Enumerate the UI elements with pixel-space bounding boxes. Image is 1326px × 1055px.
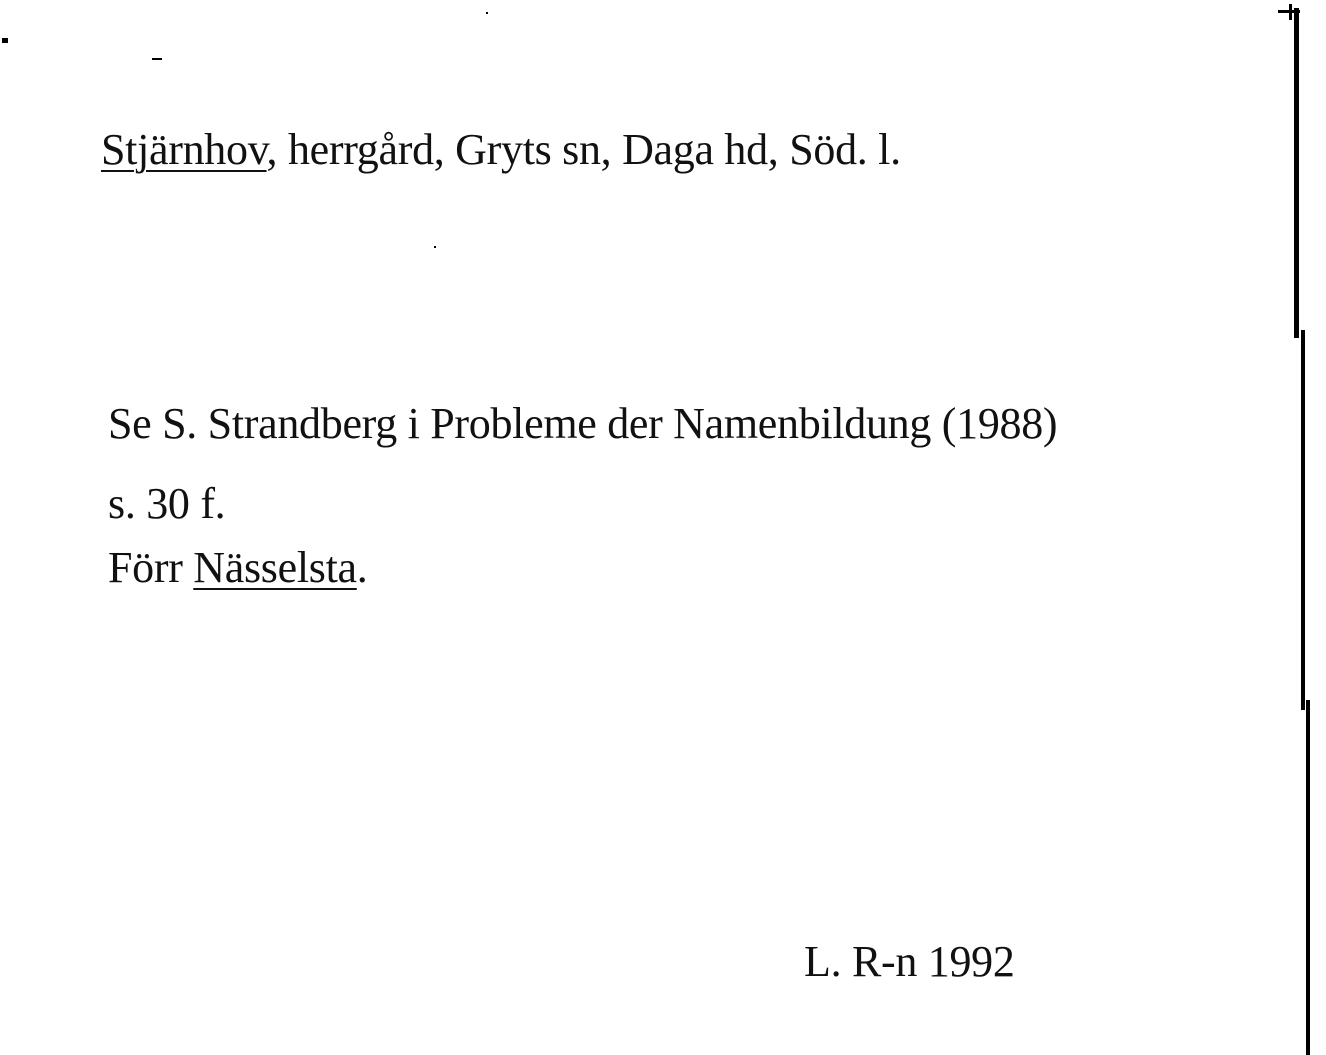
card-heading: [101, 125, 901, 174]
scan-speck: [152, 58, 162, 60]
reference-line-1: Se S. Strandberg i Probleme der Namenbildung (1988): [108, 399, 1058, 448]
reference-line-2: s. 30 f.: [108, 479, 226, 528]
scan-speck: [2, 38, 8, 43]
scan-corner-mark: [1289, 4, 1292, 20]
former-name: Nässelsta: [193, 543, 357, 592]
place-name: Stjärnhov: [101, 125, 267, 174]
former-name-prefix: Förr: [108, 543, 194, 592]
signature: L. R-n 1992: [804, 937, 1015, 986]
scan-edge-line: [1294, 8, 1299, 338]
place-description: , herrgård, Gryts sn, Daga hd, Söd. l.: [266, 125, 901, 174]
former-name-line: [108, 543, 368, 592]
scan-speck: [434, 246, 436, 248]
former-name-suffix: .: [356, 543, 368, 592]
scan-edge-line: [1301, 330, 1305, 710]
scan-speck: [486, 12, 488, 14]
scan-edge-line: [1306, 700, 1310, 1055]
